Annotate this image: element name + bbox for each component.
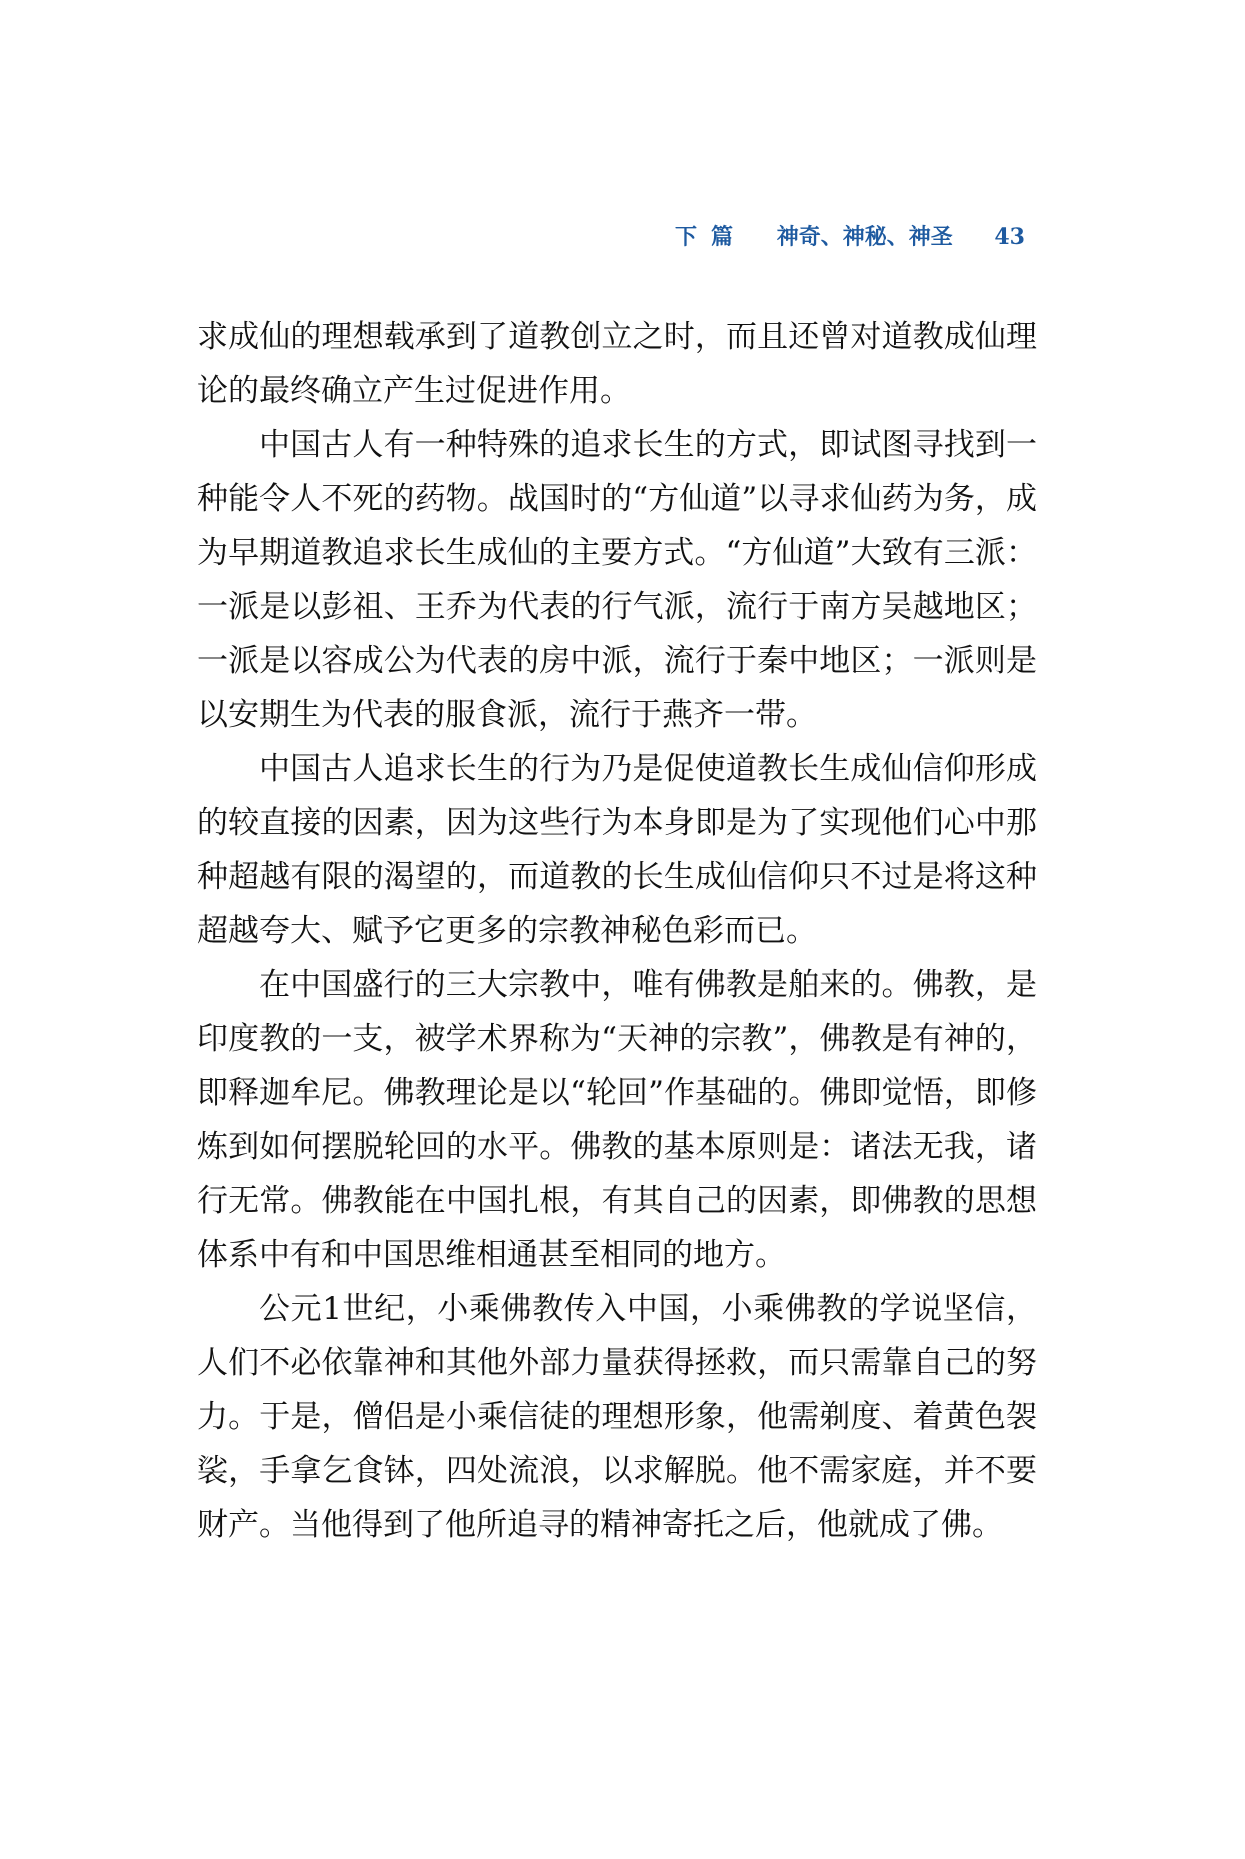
body-text (197, 310, 1037, 1552)
paragraph-5: 公元1世纪，小乘佛教传入中国，小乘佛教的学说坚信，人们不必依靠神和其他外部力量获得拯救，而只需靠自己的努力。于是，僧侣是小乘信徒的理想形象，他需剃度、着黄色袈裟，手拿乞食钵，四处流浪，以求解脱。他不需家庭，并不要财产。当他得到了他所追寻的精神寄托之后，他就成了佛。 (197, 1291, 1037, 1543)
page-number: 43 (994, 224, 1025, 250)
paragraph-2: 中国古人有一种特殊的追求长生的方式，即试图寻找到一种能令人不死的药物。战国时的“方仙道”以寻求仙药为务，成为早期道教追求长生成仙的主要方式。“方仙道”大致有三派：一派是以彭祖、王乔为代表的行气派，流行于南方吴越地区；一派是以容成公为代表的房中派，流行于秦中地区；一派则是以安期生为代表的服食派，流行于燕齐一带。 (197, 427, 1037, 733)
paragraph-1: 求成仙的理想载承到了道教创立之时，而且还曾对道教成仙理论的最终确立产生过促进作用。 (197, 319, 1037, 409)
running-header (675, 220, 1025, 251)
header-chapter-title: 神奇、神秘、神圣 (776, 225, 953, 250)
header-part-label: 下篇 (675, 225, 748, 250)
paragraph-3: 中国古人追求长生的行为乃是促使道教长生成仙信仰形成的较直接的因素，因为这些行为本身即是为了实现他们心中那种超越有限的渴望的，而道教的长生成仙信仰只不过是将这种超越夸大、赋予它更多的宗教神秘色彩而已。 (197, 751, 1037, 949)
paragraph-4: 在中国盛行的三大宗教中，唯有佛教是舶来的。佛教，是印度教的一支，被学术界称为“天神的宗教”，佛教是有神的，即释迦牟尼。佛教理论是以“轮回”作基础的。佛即觉悟，即修炼到如何摆脱轮回的水平。佛教的基本原则是：诸法无我，诸行无常。佛教能在中国扎根，有其自己的因素，即佛教的思想体系中有和中国思维相通甚至相同的地方。 (197, 967, 1037, 1273)
